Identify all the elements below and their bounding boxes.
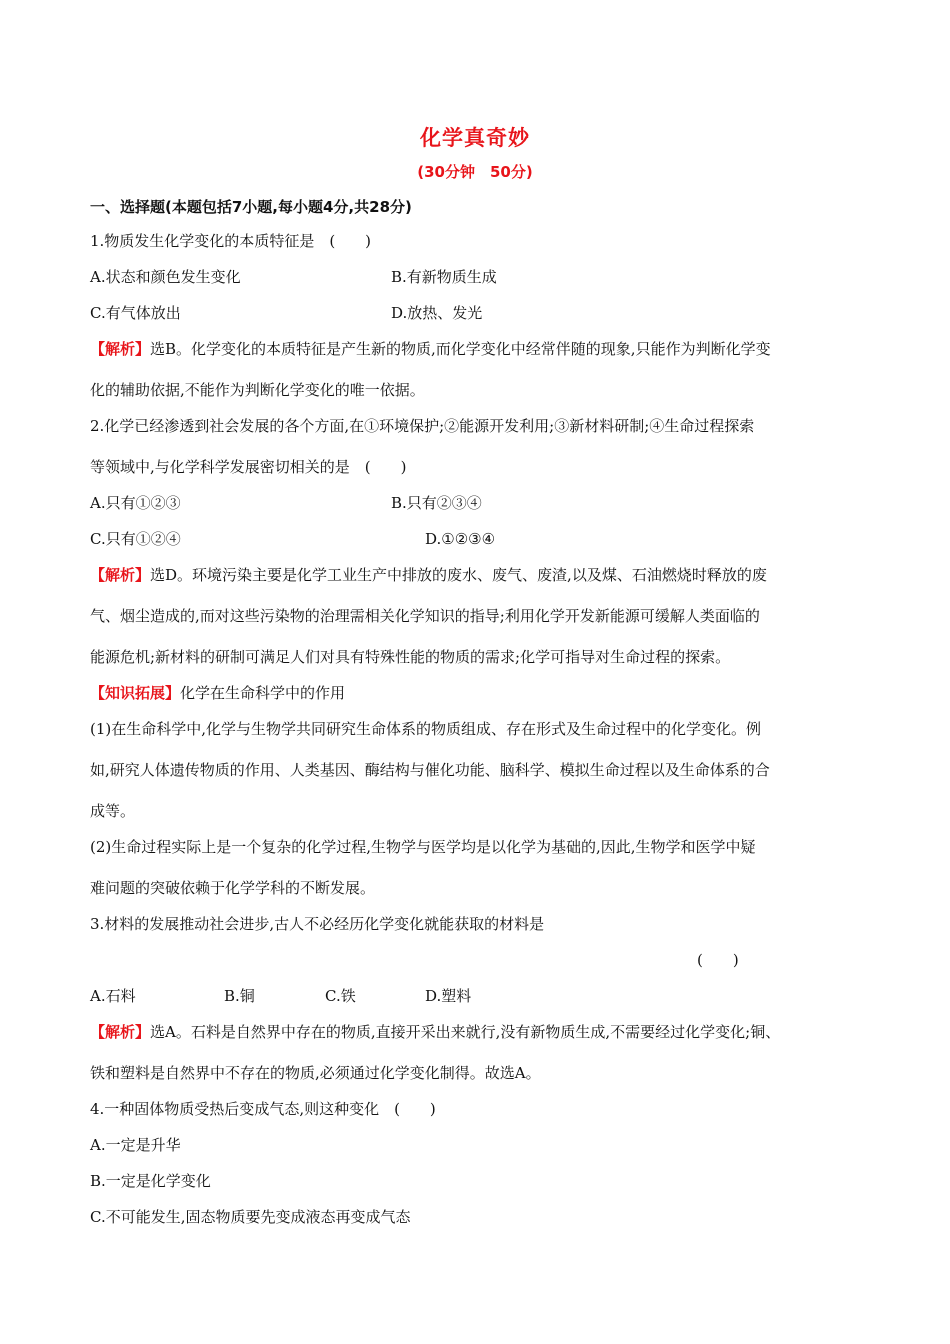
question-2-option-d: D.①②③④ [425,530,496,548]
question-2-analysis-cont-1: 气、烟尘造成的,而对这些污染物的治理需相关化学知识的指导;利用化学开发新能源可缓解人类面临的 [90,607,760,625]
extension-point-1-cont-1: 如,研究人体遗传物质的作用、人类基因、酶结构与催化功能、脑科学、模拟生命过程以及生命体系的合 [90,761,770,779]
analysis-tag: 【解析】 [90,340,151,358]
question-1-option-d: D.放热、发光 [391,304,483,322]
analysis-tag: 【解析】 [90,1023,151,1041]
question-2-analysis [90,565,870,585]
extension-tag: 【知识拓展】 [90,684,181,702]
question-3-analysis-cont: 铁和塑料是自然界中不存在的物质,必须通过化学变化制得。故选A。 [90,1064,541,1082]
analysis-tag: 【解析】 [90,566,151,584]
question-1-option-a: A.状态和颜色发生变化 [90,268,241,286]
question-2-option-b: B.只有②③④ [391,494,482,512]
question-3-analysis [90,1022,870,1042]
question-4-option-a: A.一定是升华 [90,1136,181,1154]
question-3-option-c: C.铁 [325,987,356,1005]
question-1-stem: 1.物质发生化学变化的本质特征是 ( ) [90,232,372,250]
question-1-option-b: B.有新物质生成 [391,268,497,286]
question-1-option-c: C.有气体放出 [90,304,181,322]
question-3-option-d: D.塑料 [425,987,472,1005]
analysis-text: 选A。石料是自然界中存在的物质,直接开采出来就行,没有新物质生成,不需要经过化学变化;铜、 [150,1023,781,1041]
question-4-option-c: C.不可能发生,固态物质要先变成液态再变成气态 [90,1208,411,1226]
section-heading: 一、选择题(本题包括7小题,每小题4分,共28分) [90,198,412,216]
question-2-analysis-cont-2: 能源危机;新材料的研制可满足人们对具有特殊性能的物质的需求;化学可指导对生命过程的探索。 [90,648,731,666]
extension-point-2-cont: 难问题的突破依赖于化学学科的不断发展。 [90,879,376,897]
page-subtitle: (30分钟 50分) [417,163,533,181]
question-2-stem-cont: 等领域中,与化学科学发展密切相关的是 ( ) [90,458,407,476]
page-title: 化学真奇妙 [420,126,530,150]
analysis-text: 选D。环境污染主要是化学工业生产中排放的废水、废气、废渣,以及煤、石油燃烧时释放的废 [150,566,767,584]
question-3-option-a: A.石料 [90,987,136,1005]
question-1-analysis [90,339,870,359]
question-1-analysis-cont: 化的辅助依据,不能作为判断化学变化的唯一依据。 [90,381,425,399]
extension-point-1-cont-2: 成等。 [90,802,136,820]
question-2-option-c: C.只有①②④ [90,530,181,548]
question-3-option-b: B.铜 [224,987,255,1005]
extension-point-2: (2)生命过程实际上是一个复杂的化学过程,生物学与医学均是以化学为基础的,因此,生物学和医学中疑 [90,838,756,856]
question-2-option-a: A.只有①②③ [90,494,181,512]
extension-title: 化学在生命科学中的作用 [180,684,346,702]
question-4-option-b: B.一定是化学变化 [90,1172,211,1190]
analysis-text: 选B。化学变化的本质特征是产生新的物质,而化学变化中经常伴随的现象,只能作为判断化学变 [150,340,771,358]
extension-point-1: (1)在生命科学中,化学与生物学共同研究生命体系的物质组成、存在形式及生命过程中的化学变化。例 [90,720,762,738]
question-2-stem: 2.化学已经渗透到社会发展的各个方面,在①环境保护;②能源开发利用;③新材料研制;④生命过程探索 [90,417,755,435]
knowledge-extension [90,683,870,703]
question-3-stem: 3.材料的发展推动社会进步,古人不必经历化学变化就能获取的材料是 [90,915,545,933]
question-3-answer-blank: ( ) [697,951,739,969]
question-4-stem: 4.一种固体物质受热后变成气态,则这种变化 ( ) [90,1100,436,1118]
